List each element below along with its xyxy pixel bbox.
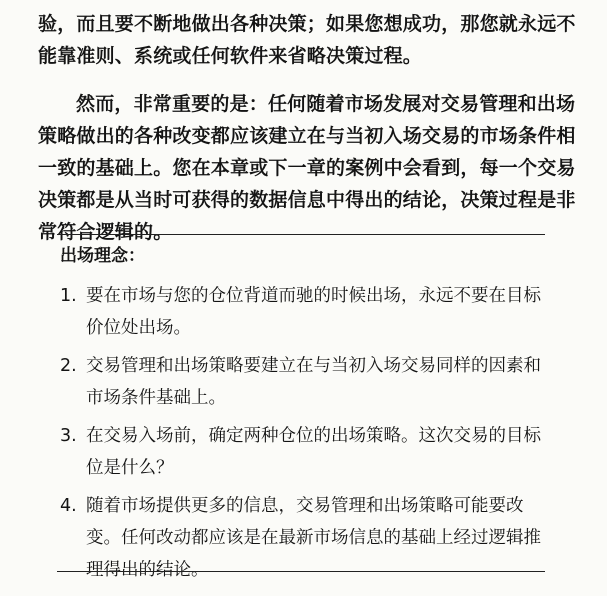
list-item-text: 随着市场提供更多的信息，交易管理和出场策略可能要改变。任何改动都应该是在最新市场信息的基础上经过逻辑推理得出的结论。 [86,496,541,580]
body-paragraph: 然而，非常重要的是：任何随着市场发展对交易管理和出场策略做出的各种改变都应该建立在与当初入场交易的市场条件相一致的基础上。您在本章或下一章的案例中会看到，每一个交易决策都是从当时可获得的数据信息中得出的结论，决策过程是非常符合逻辑的。 [38,93,576,243]
exit-principles-title: 出场理念： [60,246,145,266]
list-item-number: 3. [60,426,77,446]
box-bottom-rule [57,571,545,572]
body-paragraph: 验，而且要不断地做出各种决策；如果您想成功，那您就永远不能靠准则、系统或任何软件来省略决策过程。 [38,13,576,67]
box-top-rule [57,234,545,235]
list-item [58,280,548,344]
list-item-text: 交易管理和出场策略要建立在与当初入场交易同样的因素和市场条件基础上。 [86,356,541,408]
list-item-number: 4. [60,496,77,516]
list-item-text: 在交易入场前，确定两种仓位的出场策略。这次交易的目标位是什么？ [86,426,541,478]
exit-principles-list [58,280,548,592]
list-item-number: 2. [60,356,77,376]
list-item [58,350,548,414]
list-item-text: 要在市场与您的仓位背道而驰的时候出场，永远不要在目标价位处出场。 [86,286,541,338]
list-item-number: 1. [60,286,77,306]
list-item [58,420,548,484]
